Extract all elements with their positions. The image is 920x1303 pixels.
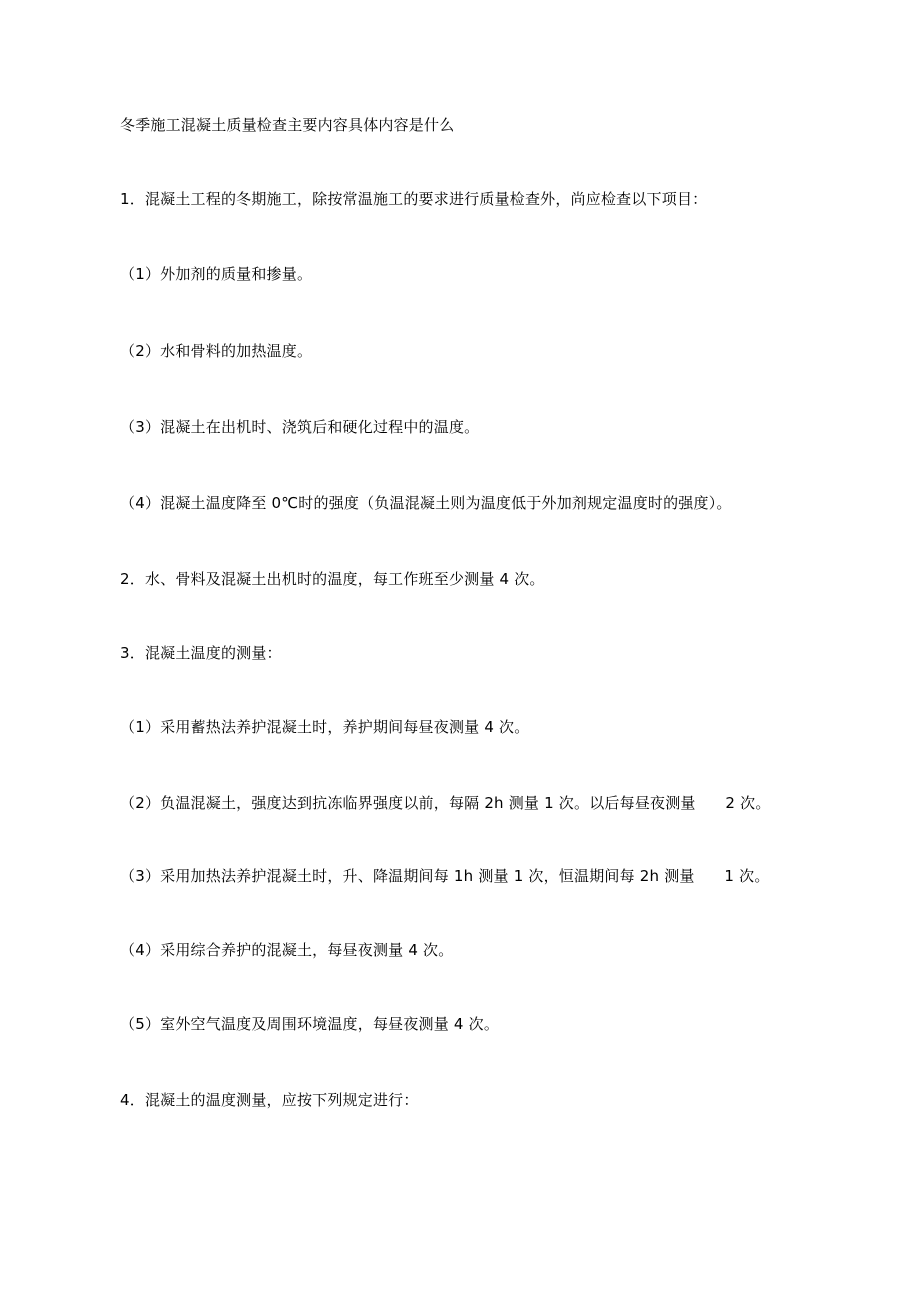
list-item: （5）室外空气温度及周围环境温度，每昼夜测量 4 次。 — [120, 1015, 500, 1033]
list-item: （3）采用加热法养护混凝土时，升、降温期间每 1h 测量 1 次，恒温期间每 2h 测量 1 次。 — [120, 867, 770, 885]
section-4-heading: 4．混凝土的温度测量，应按下列规定进行： — [120, 1091, 419, 1109]
list-item: （4）混凝土温度降至 0℃时的强度（负温混凝土则为温度低于外加剂规定温度时的强度）。 — [120, 494, 732, 512]
section-1-heading: 1．混凝土工程的冬期施工，除按常温施工的要求进行质量检查外，尚应检查以下项目： — [120, 190, 708, 208]
list-item: （1）采用蓄热法养护混凝土时，养护期间每昼夜测量 4 次。 — [120, 718, 530, 736]
list-item: （2）水和骨料的加热温度。 — [120, 342, 313, 360]
list-item: （1）外加剂的质量和掺量。 — [120, 265, 313, 283]
section-3-heading: 3．混凝土温度的测量： — [120, 644, 282, 662]
list-item: （3）混凝土在出机时、浇筑后和硬化过程中的温度。 — [120, 418, 480, 436]
section-2-heading: 2．水、骨料及混凝土出机时的温度，每工作班至少测量 4 次。 — [120, 570, 545, 588]
document-title: 冬季施工混凝土质量检查主要内容具体内容是什么 — [120, 116, 455, 134]
list-item: （4）采用综合养护的混凝土，每昼夜测量 4 次。 — [120, 941, 454, 959]
list-item: （2）负温混凝土，强度达到抗冻临界强度以前，每隔 2h 测量 1 次。以后每昼夜测量 2 次。 — [120, 794, 771, 812]
